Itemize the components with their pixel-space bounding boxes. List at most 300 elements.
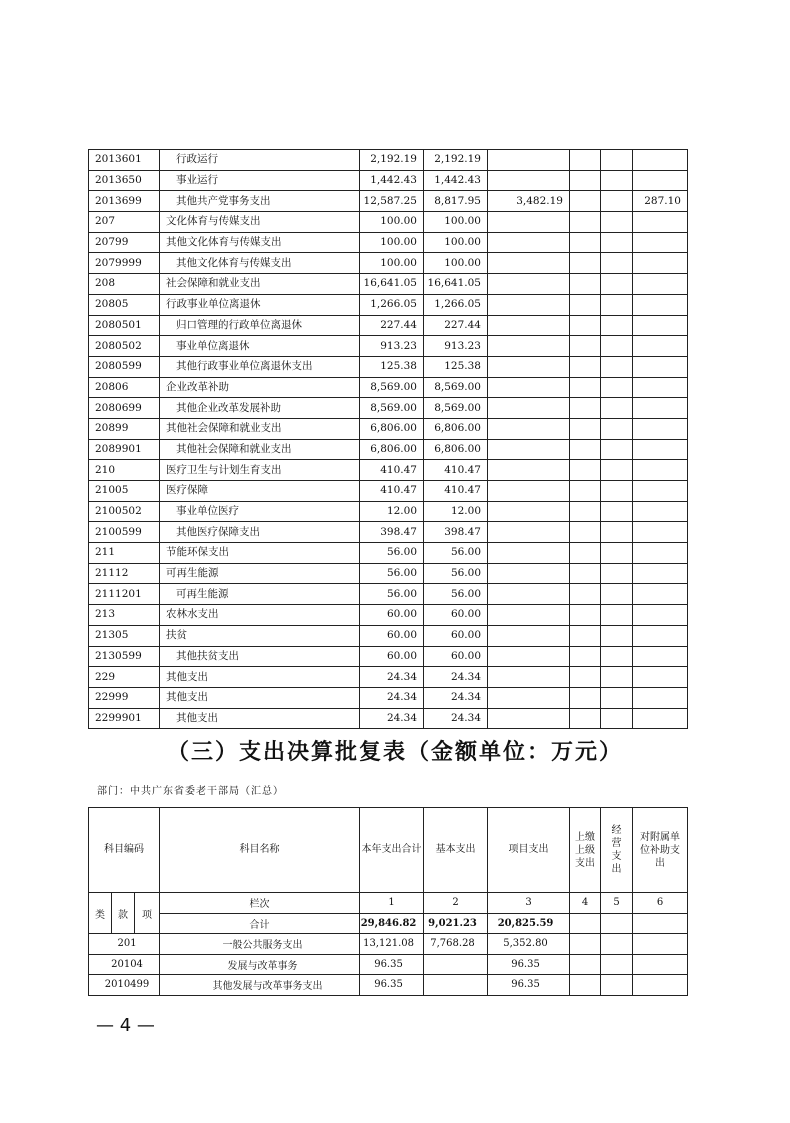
row-business [601,625,633,646]
row-code: 21005 [89,481,160,502]
row-name: 可再生能源 [160,563,360,584]
row-total: 24.34 [360,667,424,688]
row-project [488,150,570,171]
row-name: 其他文化体育与传媒支出 [160,232,360,253]
totals-basic: 9,021.23 [424,913,488,934]
row-total: 125.38 [360,356,424,377]
table-row [89,975,688,996]
row-upper [570,687,601,708]
row-business [601,708,633,729]
row-project [488,667,570,688]
row-code: 2013650 [89,170,160,191]
row-code: 2299901 [89,708,160,729]
row-upper [570,934,601,955]
row-total: 60.00 [360,605,424,626]
row-name: 其他行政事业单位离退休支出 [160,356,360,377]
row-name: 社会保障和就业支出 [160,274,360,295]
row-basic [424,954,488,975]
row-name: 其他支出 [160,687,360,708]
row-basic: 913.23 [424,336,488,357]
col-number-2: 2 [424,893,488,914]
row-subsidy [633,584,688,605]
row-upper [570,170,601,191]
row-upper [570,708,601,729]
row-project [488,481,570,502]
row-project [488,170,570,191]
row-project [488,543,570,564]
row-code: 2080502 [89,336,160,357]
row-basic: 12.00 [424,501,488,522]
row-upper [570,253,601,274]
row-project [488,687,570,708]
row-project [488,584,570,605]
totals-total: 29,846.82 [360,913,424,934]
row-business [601,667,633,688]
row-business [601,501,633,522]
table-row [89,294,688,315]
row-project [488,212,570,233]
row-project [488,522,570,543]
row-basic: 6,806.00 [424,439,488,460]
row-project [488,563,570,584]
row-project [488,377,570,398]
row-basic: 56.00 [424,543,488,564]
row-code: 201 [89,934,160,955]
label-xiang: 项 [135,893,160,934]
row-project [488,418,570,439]
row-name: 其他支出 [160,667,360,688]
row-upper [570,150,601,171]
row-name: 其他共产党事务支出 [160,191,360,212]
row-project [488,460,570,481]
row-business [601,934,633,955]
row-name: 其他社会保障和就业支出 [160,439,360,460]
row-subsidy [633,212,688,233]
row-business [601,150,633,171]
row-project [488,356,570,377]
row-subsidy [633,356,688,377]
row-basic: 227.44 [424,315,488,336]
row-subsidy [633,294,688,315]
row-name: 归口管理的行政单位离退休 [160,315,360,336]
row-business [601,646,633,667]
row-upper [570,336,601,357]
row-total: 2,192.19 [360,150,424,171]
row-name: 其他社会保障和就业支出 [160,418,360,439]
row-name: 文化体育与传媒支出 [160,212,360,233]
row-business [601,398,633,419]
row-code: 213 [89,605,160,626]
row-business [601,605,633,626]
row-project: 96.35 [488,975,570,996]
row-name: 可再生能源 [160,584,360,605]
row-subsidy [633,975,688,996]
row-basic: 100.00 [424,253,488,274]
row-subsidy [633,315,688,336]
row-business [601,212,633,233]
header-upper: 上缴上级支出 [570,808,601,893]
table-row [89,191,688,212]
row-subsidy [633,687,688,708]
row-project: 96.35 [488,954,570,975]
row-name: 事业单位离退休 [160,336,360,357]
row-total: 8,569.00 [360,377,424,398]
row-upper [570,975,601,996]
totals-subsidy [633,913,688,934]
table-row [89,708,688,729]
row-subsidy [633,667,688,688]
row-business [601,356,633,377]
row-basic: 60.00 [424,605,488,626]
header-subsidy: 对附属单位补助支出 [633,808,688,893]
row-name: 事业运行 [160,170,360,191]
row-subsidy [633,170,688,191]
row-basic: 56.00 [424,584,488,605]
row-total: 1,266.05 [360,294,424,315]
table-row [89,150,688,171]
row-subsidy [633,543,688,564]
row-basic: 100.00 [424,232,488,253]
row-code: 2079999 [89,253,160,274]
row-basic: 8,569.00 [424,398,488,419]
row-code: 2013699 [89,191,160,212]
row-subsidy [633,439,688,460]
row-total: 100.00 [360,253,424,274]
row-name: 一般公共服务支出 [160,934,360,955]
table-row [89,501,688,522]
row-subsidy [633,232,688,253]
row-project [488,625,570,646]
row-basic: 1,442.43 [424,170,488,191]
table-row [89,418,688,439]
header-project: 项目支出 [488,808,570,893]
table-row [89,646,688,667]
row-upper [570,543,601,564]
row-code: 21305 [89,625,160,646]
totals-row [89,913,688,934]
row-business [601,584,633,605]
row-total: 60.00 [360,625,424,646]
row-basic: 1,266.05 [424,294,488,315]
row-upper [570,667,601,688]
row-code: 20104 [89,954,160,975]
row-project [488,501,570,522]
row-name: 其他医疗保障支出 [160,522,360,543]
row-subsidy [633,501,688,522]
table-row [89,315,688,336]
table-row [89,460,688,481]
row-name: 行政运行 [160,150,360,171]
row-upper [570,460,601,481]
row-project [488,336,570,357]
table-row [89,543,688,564]
header-basic: 基本支出 [424,808,488,893]
row-name: 农林水支出 [160,605,360,626]
table-row [89,687,688,708]
row-name: 医疗卫生与计划生育支出 [160,460,360,481]
row-upper [570,212,601,233]
row-code: 20899 [89,418,160,439]
row-subsidy [633,605,688,626]
header-business: 经营支出 [601,808,633,893]
row-upper [570,274,601,295]
row-project [488,708,570,729]
col-number-1: 1 [360,893,424,914]
row-total: 56.00 [360,584,424,605]
row-basic: 56.00 [424,563,488,584]
row-subsidy [633,418,688,439]
row-basic: 60.00 [424,625,488,646]
row-basic: 7,768.28 [424,934,488,955]
row-basic: 8,569.00 [424,377,488,398]
header-row [89,808,688,893]
column-number-row [89,893,688,914]
row-basic: 16,641.05 [424,274,488,295]
row-code: 229 [89,667,160,688]
row-business [601,253,633,274]
row-upper [570,501,601,522]
row-subsidy [633,481,688,502]
row-code: 207 [89,212,160,233]
row-project [488,646,570,667]
row-subsidy: 287.10 [633,191,688,212]
row-name: 医疗保障 [160,481,360,502]
row-basic: 60.00 [424,646,488,667]
header-code: 科目编码 [89,808,160,893]
row-name: 其他发展与改革事务支出 [160,975,360,996]
row-business [601,954,633,975]
row-business [601,687,633,708]
row-code: 2080599 [89,356,160,377]
row-project [488,398,570,419]
row-code: 20806 [89,377,160,398]
row-project: 3,482.19 [488,191,570,212]
row-business [601,336,633,357]
row-project [488,605,570,626]
table-row [89,522,688,543]
row-code: 2010499 [89,975,160,996]
row-upper [570,605,601,626]
row-basic: 6,806.00 [424,418,488,439]
row-name: 扶贫 [160,625,360,646]
row-total: 24.34 [360,687,424,708]
row-total: 100.00 [360,212,424,233]
row-code: 21112 [89,563,160,584]
row-basic: 125.38 [424,356,488,377]
row-subsidy [633,377,688,398]
row-code: 2089901 [89,439,160,460]
row-project [488,315,570,336]
row-subsidy [633,625,688,646]
table-row [89,439,688,460]
row-subsidy [633,460,688,481]
table-row [89,232,688,253]
row-subsidy [633,708,688,729]
row-business [601,460,633,481]
row-upper [570,191,601,212]
row-project [488,439,570,460]
row-upper [570,522,601,543]
col-number-3: 3 [488,893,570,914]
table-row [89,377,688,398]
row-code: 20799 [89,232,160,253]
row-total: 100.00 [360,232,424,253]
table-row [89,625,688,646]
row-business [601,522,633,543]
row-basic: 24.34 [424,667,488,688]
row-subsidy [633,150,688,171]
table-row [89,481,688,502]
row-upper [570,563,601,584]
row-total: 56.00 [360,563,424,584]
expenditure-table-continued [88,149,688,729]
row-total: 6,806.00 [360,439,424,460]
row-name: 事业单位医疗 [160,501,360,522]
row-code: 2100599 [89,522,160,543]
row-upper [570,315,601,336]
row-subsidy [633,522,688,543]
row-business [601,315,633,336]
row-basic: 100.00 [424,212,488,233]
row-basic: 24.34 [424,708,488,729]
row-total: 60.00 [360,646,424,667]
row-total: 24.34 [360,708,424,729]
row-total: 13,121.08 [360,934,424,955]
row-basic: 410.47 [424,460,488,481]
row-total: 1,442.43 [360,170,424,191]
table-row [89,356,688,377]
row-subsidy [633,274,688,295]
row-basic: 410.47 [424,481,488,502]
table-row [89,584,688,605]
row-project [488,274,570,295]
row-basic: 24.34 [424,687,488,708]
row-subsidy [633,563,688,584]
row-total: 12,587.25 [360,191,424,212]
row-total: 410.47 [360,481,424,502]
row-total: 913.23 [360,336,424,357]
row-project [488,232,570,253]
row-subsidy [633,336,688,357]
row-project [488,253,570,274]
row-total: 410.47 [360,460,424,481]
row-name: 企业改革补助 [160,377,360,398]
row-basic: 8,817.95 [424,191,488,212]
row-upper [570,954,601,975]
row-name: 行政事业单位离退休 [160,294,360,315]
row-upper [570,646,601,667]
table-row [89,274,688,295]
row-code: 2080699 [89,398,160,419]
row-total: 56.00 [360,543,424,564]
row-subsidy [633,954,688,975]
row-code: 2080501 [89,315,160,336]
totals-upper [570,913,601,934]
totals-business [601,913,633,934]
row-business [601,191,633,212]
row-code: 208 [89,274,160,295]
row-project: 5,352.80 [488,934,570,955]
row-basic [424,975,488,996]
row-total: 227.44 [360,315,424,336]
row-business [601,274,633,295]
expenditure-approval-table [88,807,688,996]
row-code: 20805 [89,294,160,315]
row-name: 发展与改革事务 [160,954,360,975]
row-name: 其他支出 [160,708,360,729]
table-row [89,170,688,191]
row-business [601,543,633,564]
row-project [488,294,570,315]
row-basic: 2,192.19 [424,150,488,171]
row-total: 6,806.00 [360,418,424,439]
row-upper [570,418,601,439]
label-lanci: 栏次 [160,893,360,914]
table-row [89,563,688,584]
row-code: 211 [89,543,160,564]
row-business [601,975,633,996]
row-business [601,418,633,439]
row-name: 其他文化体育与传媒支出 [160,253,360,274]
label-heji: 合计 [160,913,360,934]
row-upper [570,398,601,419]
row-upper [570,377,601,398]
label-kuan: 款 [112,893,135,934]
row-code: 2111201 [89,584,160,605]
table-row [89,253,688,274]
row-business [601,439,633,460]
row-business [601,377,633,398]
totals-project: 20,825.59 [488,913,570,934]
row-total: 96.35 [360,954,424,975]
table-row [89,667,688,688]
section-title: （三）支出决算批复表（金额单位：万元） [166,740,623,765]
row-total: 12.00 [360,501,424,522]
row-code: 2130599 [89,646,160,667]
row-code: 210 [89,460,160,481]
row-subsidy [633,646,688,667]
row-upper [570,232,601,253]
row-upper [570,294,601,315]
row-upper [570,439,601,460]
table-row [89,605,688,626]
row-code: 2013601 [89,150,160,171]
row-subsidy [633,253,688,274]
row-business [601,563,633,584]
row-upper [570,584,601,605]
row-business [601,294,633,315]
header-total: 本年支出合计 [360,808,424,893]
row-code: 22999 [89,687,160,708]
row-name: 其他扶贫支出 [160,646,360,667]
row-business [601,481,633,502]
row-upper [570,481,601,502]
row-code: 2100502 [89,501,160,522]
row-name: 节能环保支出 [160,543,360,564]
label-lei: 类 [89,893,112,934]
department-label: 部门：中共广东省委老干部局（汇总） [97,786,284,797]
table-row [89,336,688,357]
page-number: — 4 — [96,1015,155,1036]
row-total: 398.47 [360,522,424,543]
header-name: 科目名称 [160,808,360,893]
row-total: 8,569.00 [360,398,424,419]
table-row [89,934,688,955]
row-business [601,170,633,191]
row-upper [570,625,601,646]
table-row [89,954,688,975]
row-subsidy [633,398,688,419]
